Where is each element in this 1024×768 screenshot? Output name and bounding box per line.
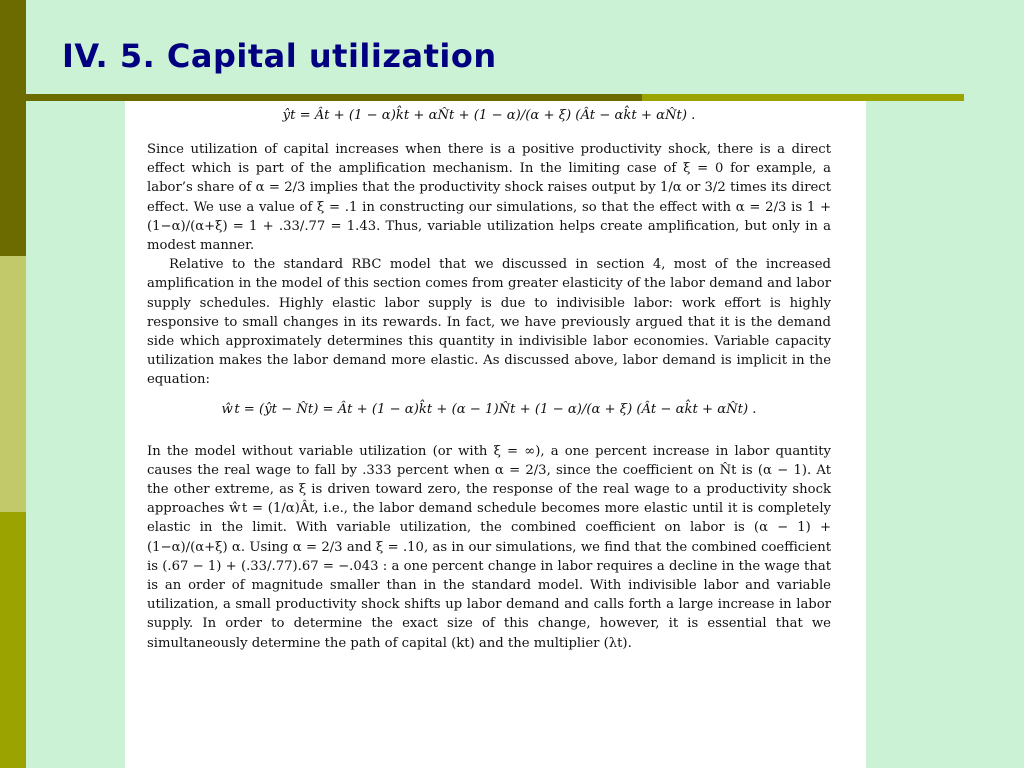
left-stripe-middle bbox=[0, 256, 26, 512]
wage-equation: ŵt = (ŷt − N̂t) = Ât + (1 − α)k̂t + (α − 1)N̂t + (1 − α)/(α + ξ) (Ât − αk̂t + αN̂t) . bbox=[221, 401, 757, 417]
paragraph-amplification: Since utilization of capital increases when there is a positive productivity shock, there is a direct effect which is part of the amplification mechanism. In the limiting case of ξ = 0 for example, a labor’s share of α = 2/3 implies that the productivity shock raises output by 1/α or 3/2 times its direct effect. We use a value of ξ = .1 in constructing our simulations, so that the effect with α = 2/3 is 1 + (1−α)/(α+ξ) = 1 + .33/.77 = 1.43. Thus, variable utilization helps create amplification, but only in a modest manner. bbox=[147, 142, 831, 254]
title-rule-light bbox=[642, 94, 964, 101]
output-equation: ŷt = Ât + (1 − α)k̂t + αN̂t + (1 − α)/(α + ξ) (Ât − αk̂t + αN̂t) . bbox=[282, 108, 696, 123]
left-stripe-bottom bbox=[0, 512, 26, 768]
paragraph-elasticity: Relative to the standard RBC model that we discussed in section 4, most of the increased amplification in the model of this section comes from greater elasticity of the labor demand and labor supply schedules. Highly elastic labor supply is due to indivisible labor: work effort is highly responsive to small changes in its rewards. In fact, we have previously argued that it is the demand side which approximately determines this quantity in indivisible labor economies. Variable capacity utilization makes the labor demand more elastic. As discussed above, labor demand is implicit in the equation: bbox=[147, 257, 831, 388]
left-stripe-top bbox=[0, 0, 26, 256]
document-content bbox=[147, 101, 831, 653]
paragraph-labor-demand: In the model without variable utilization (or with ξ = ∞), a one percent increase in labor quantity causes the real wage to fall by .333 percent when α = 2/3, since the coefficient on N̂t is (α − 1). At the other extreme, as ξ is driven toward zero, the response of the real wage to a productivity shock approaches ŵt = (1/α)Ât, i.e., the labor demand schedule becomes more elastic until it is completely elastic in the limit. With variable utilization, the combined coefficient on labor is (α − 1) + (1−α)/(α+ξ) α. Using α = 2/3 and ξ = .10, as in our simulations, we find that the combined coefficient is (.67 − 1) + (.33/.77).67 = −.043 : a one percent change in labor requires a decline in the wage that is an order of magnitude smaller than in the standard model. With indivisible labor and variable utilization, a small productivity shock shifts up labor demand and calls forth a large increase in labor supply. In order to determine the exact size of this change, however, it is essential that we simultaneously determine the path of capital (kt) and the multiplier (λt). bbox=[147, 443, 831, 651]
slide-title: IV. 5. Capital utilization bbox=[62, 37, 497, 75]
title-rule-dark bbox=[26, 94, 642, 101]
document-image bbox=[125, 101, 866, 768]
